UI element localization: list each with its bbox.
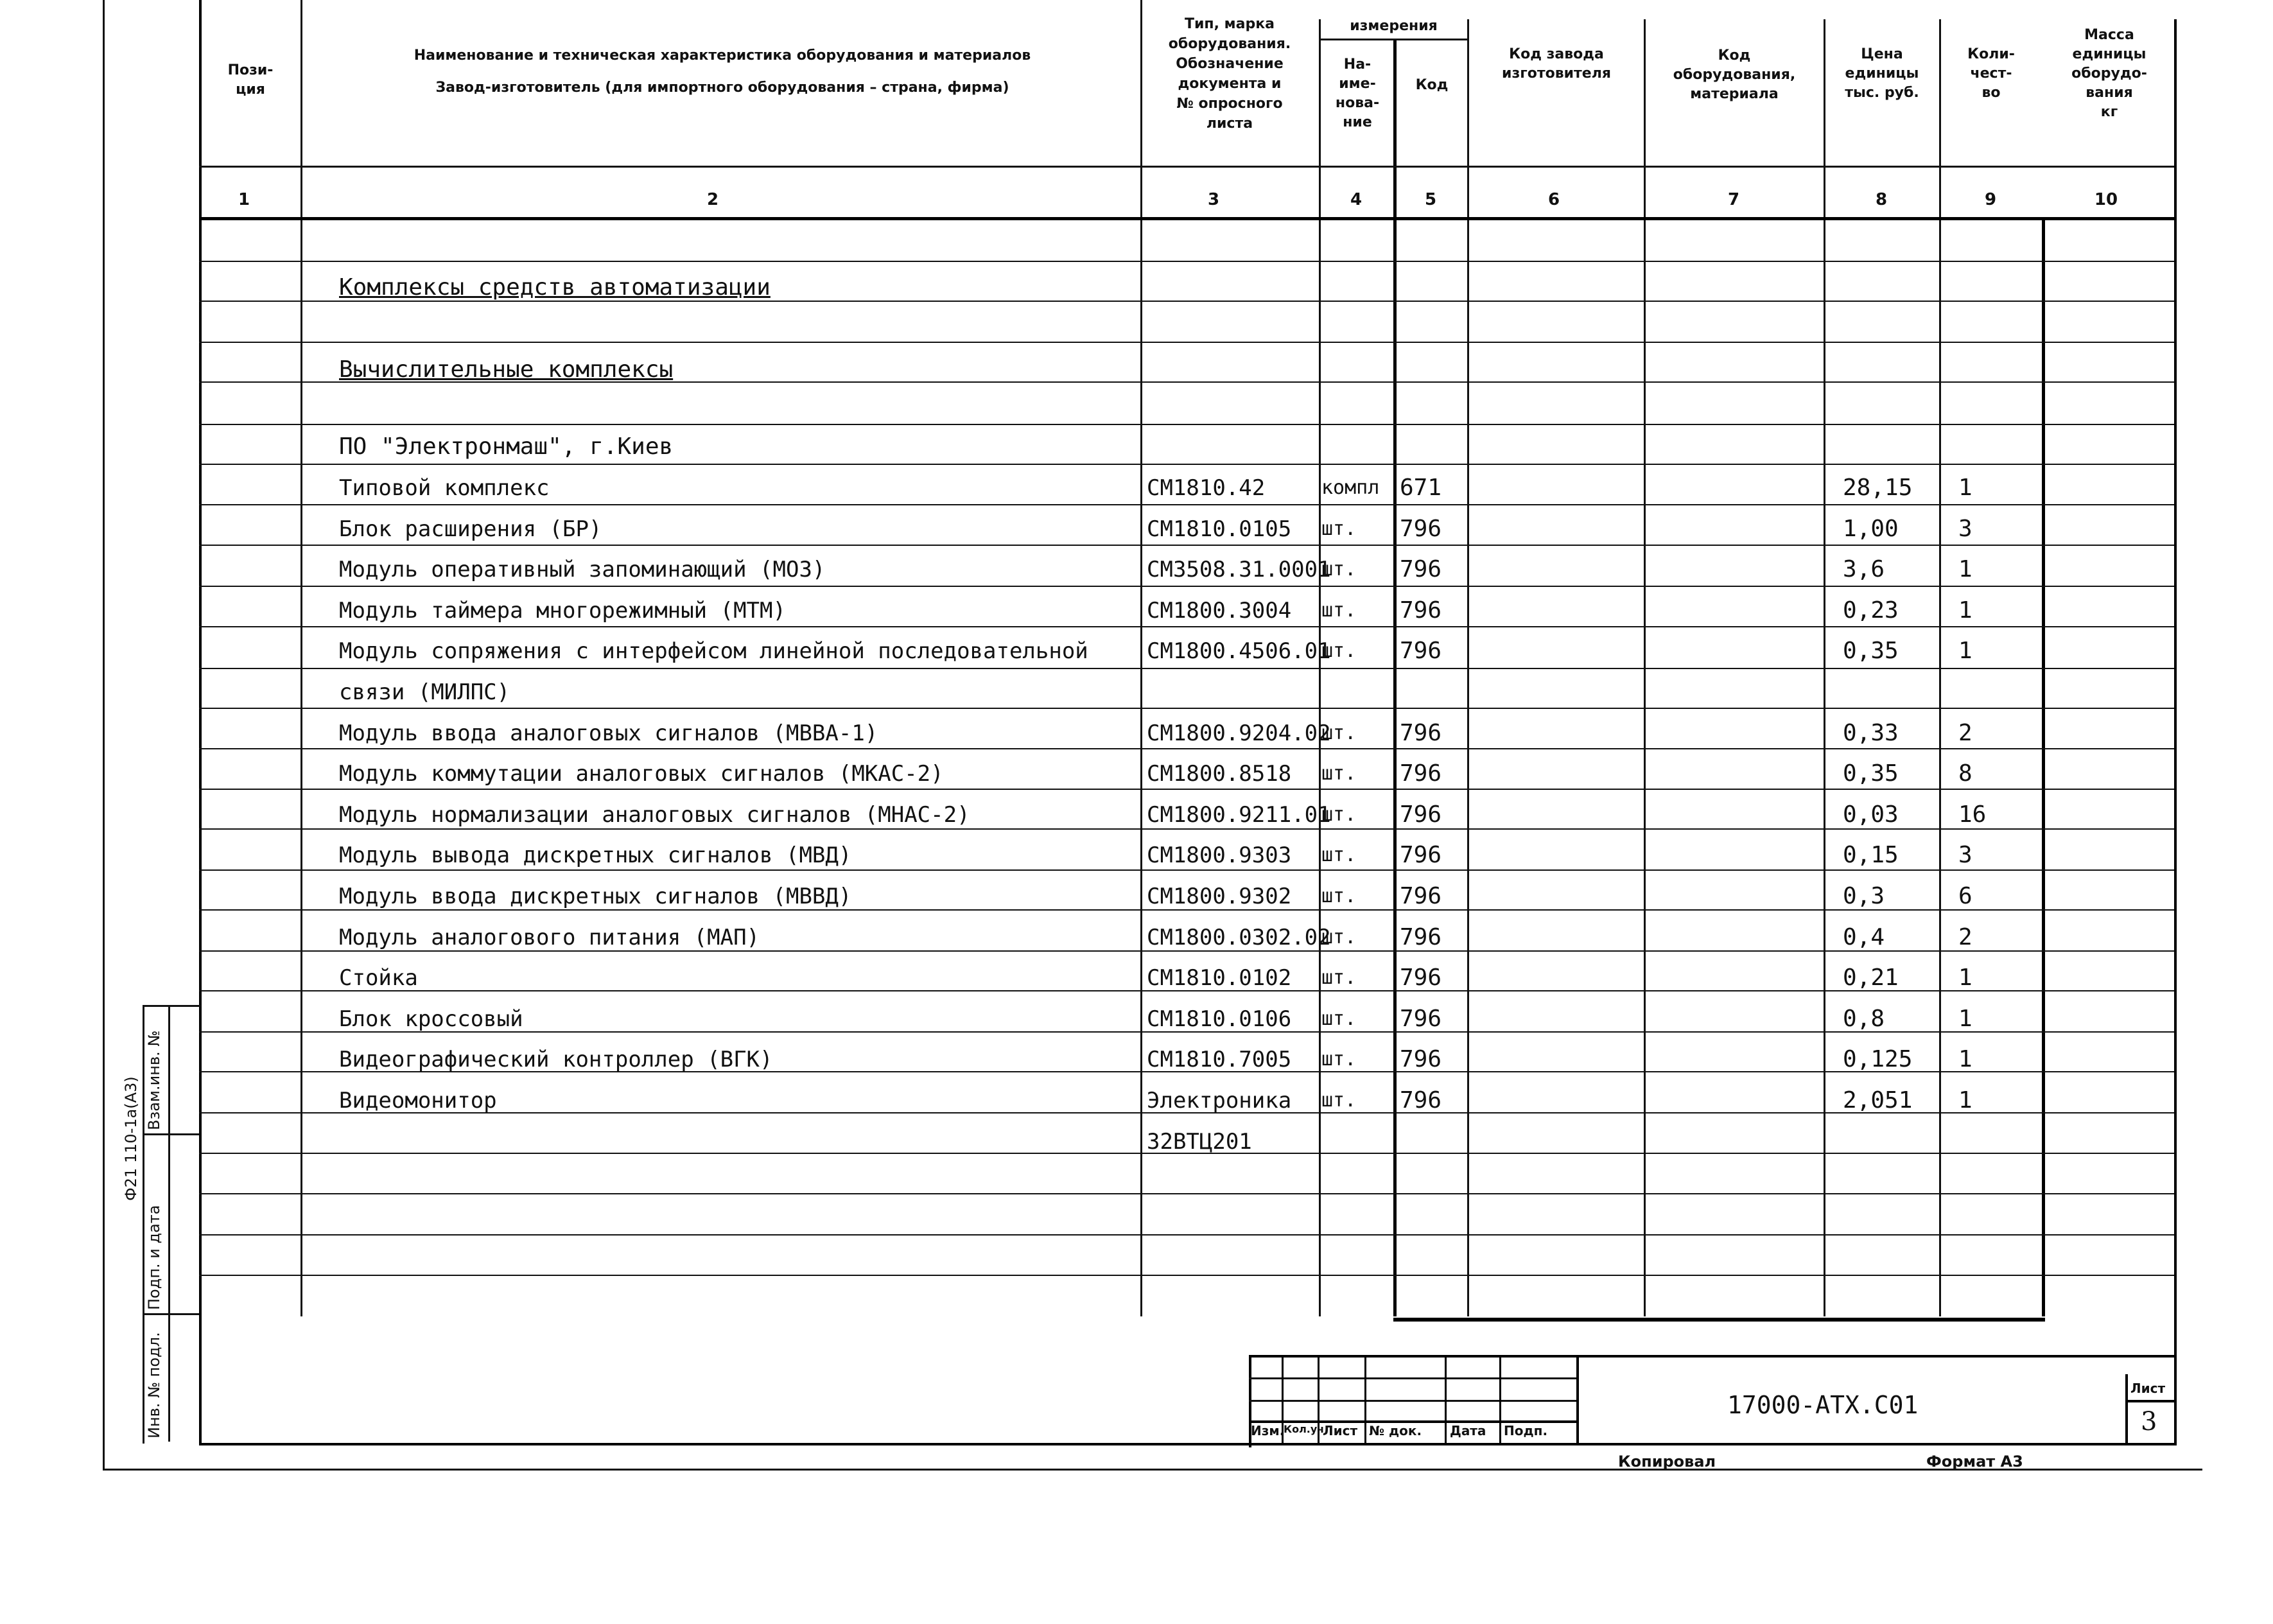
row-type: СМ1810.0105 [1147, 516, 1292, 542]
row-unit: шт. [1321, 885, 1357, 907]
row-qty: 1 [1958, 965, 1973, 991]
row-qty: 16 [1958, 801, 1987, 828]
row-separator [199, 1193, 2174, 1194]
row-name: Модуль сопряжения с интерфейсом линейной последовательной [339, 638, 1088, 664]
row-unit-code: 796 [1400, 883, 1442, 909]
row-separator [199, 1275, 2174, 1276]
row-type: СМ1810.7005 [1147, 1047, 1292, 1072]
stamp-vline [1364, 1355, 1366, 1445]
row-price: 0,8 [1843, 1006, 1885, 1032]
row-separator [199, 301, 2174, 302]
row-price: 2,051 [1843, 1087, 1913, 1113]
stamp-label: Подп. [1504, 1423, 1548, 1438]
row-type: 32ВТЦ201 [1147, 1129, 1252, 1155]
row-qty: 1 [1958, 638, 1973, 664]
stamp-sheet-label: Лист [2130, 1381, 2166, 1396]
column-number: 1 [238, 190, 250, 209]
stamp-label: № док. [1369, 1423, 1422, 1438]
row-unit: шт. [1321, 640, 1357, 662]
row-price: 0,03 [1843, 801, 1899, 828]
column-number: 4 [1350, 190, 1363, 209]
row-qty: 1 [1958, 1046, 1973, 1072]
row-price: 0,125 [1843, 1046, 1913, 1072]
row-price: 0,15 [1843, 842, 1899, 868]
row-separator [199, 748, 2174, 749]
row-name: Видеомонитор [339, 1088, 497, 1113]
row-unit-code: 796 [1400, 720, 1442, 746]
row-unit-code: 796 [1400, 965, 1442, 991]
row-name: Модуль коммутации аналоговых сигналов (МКАС-2) [339, 761, 944, 787]
left-border-line [103, 0, 105, 1471]
row-unit-code: 796 [1400, 842, 1442, 868]
row-name: Типовой комплекс [339, 475, 550, 501]
row-type: СМ1800.9302 [1147, 884, 1292, 909]
row-qty: 1 [1958, 1006, 1973, 1032]
stamp-sheet-number: 3 [2141, 1407, 2157, 1436]
row-unit-code: 796 [1400, 638, 1442, 664]
row-separator [199, 789, 2174, 790]
header-factory-code: Код завода изготовителя [1502, 46, 1611, 82]
row-type: СМ1800.9303 [1147, 843, 1292, 868]
header-unit-code: Код [1415, 77, 1449, 93]
row-name: Модуль вывода дискретных сигналов (МВД) [339, 843, 852, 868]
header-bottom-line [199, 166, 2174, 168]
row-separator [199, 909, 2174, 911]
row-price: 0,33 [1843, 720, 1899, 746]
row-type: СМ1800.0302.02 [1147, 925, 1331, 950]
row-unit: шт. [1321, 762, 1357, 785]
row-unit: компл [1321, 476, 1380, 499]
column-number: 9 [1984, 190, 1997, 209]
row-qty: 3 [1958, 516, 1973, 542]
side-label-inv: Инв. № подл. [145, 1332, 163, 1438]
row-price: 0,3 [1843, 883, 1885, 909]
header-group-line [1319, 39, 1467, 40]
row-unit-code: 796 [1400, 801, 1442, 828]
row-unit-code: 796 [1400, 1046, 1442, 1072]
row-price: 0,35 [1843, 638, 1899, 664]
row-type: СМ1800.8518 [1147, 761, 1292, 787]
row-separator [199, 342, 2174, 343]
row-qty: 3 [1958, 842, 1973, 868]
stamp-label: Изм. [1251, 1423, 1285, 1438]
header-type: Тип, марка оборудования. Обозначение документа и № опросного листа [1168, 16, 1291, 132]
stamp-hline [1249, 1400, 1576, 1402]
row-separator [199, 626, 2174, 627]
side-label-sign: Подп. и дата [145, 1205, 163, 1310]
row-name: Стойка [339, 965, 418, 991]
section-title-computing: Вычислительные комплексы [339, 356, 674, 383]
row-separator [199, 586, 2174, 587]
row-name: Блок кроссовый [339, 1006, 523, 1032]
row-name: Модуль таймера многорежимный (МТМ) [339, 598, 786, 624]
column-number: 6 [1547, 190, 1560, 209]
row-separator [199, 950, 2174, 952]
row-separator [199, 504, 2174, 505]
row-price: 0,35 [1843, 760, 1899, 787]
row-name: Модуль ввода аналоговых сигналов (МВВА-1) [339, 720, 878, 746]
row-unit: шт. [1321, 1089, 1357, 1112]
row-type: СМ1810.0106 [1147, 1006, 1292, 1032]
row-unit: шт. [1321, 1008, 1357, 1030]
column-number: 2 [706, 190, 719, 209]
column-number: 8 [1875, 190, 1888, 209]
row-price: 0,21 [1843, 965, 1899, 991]
row-unit-code: 796 [1400, 597, 1442, 624]
row-unit-code: 796 [1400, 1006, 1442, 1032]
table-bottom-line [1393, 1318, 2045, 1322]
stamp-vline [1499, 1355, 1501, 1445]
row-type: Электроника [1147, 1088, 1292, 1113]
stamp-label: Дата [1450, 1423, 1486, 1438]
row-unit: шт. [1321, 926, 1357, 948]
table-col-line [1140, 0, 1142, 1316]
header-name-line2: Завод-изготовитель (для импортного оборудования – страна, фирма) [435, 80, 1009, 96]
side-label-replace: Взам.инв. № [145, 1030, 163, 1130]
header-equipment-code: Код оборудования, материала [1673, 48, 1796, 102]
row-unit: шт. [1321, 1048, 1357, 1070]
row-price: 0,4 [1843, 924, 1885, 950]
row-type: СМ1810.42 [1147, 475, 1266, 501]
table-col-line [1393, 39, 1397, 1316]
row-name: Видеографический контроллер (ВГК) [339, 1047, 773, 1072]
row-qty: 1 [1958, 597, 1973, 624]
stamp-sheet-line [2125, 1400, 2174, 1402]
row-unit: шт. [1321, 803, 1357, 826]
row-unit: шт. [1321, 599, 1357, 622]
row-qty: 6 [1958, 883, 1973, 909]
row-name: Модуль аналогового питания (МАП) [339, 925, 760, 950]
row-unit: шт. [1321, 558, 1357, 581]
format-label: Формат А3 [1926, 1453, 2023, 1471]
row-type: СМ1800.3004 [1147, 598, 1292, 624]
stamp-vline [1445, 1355, 1447, 1445]
row-separator [199, 869, 2174, 871]
side-strip-cross-2 [143, 1313, 199, 1315]
header-qty: Коли- чест- во [1967, 46, 2015, 101]
section-title-automation: Комплексы средств автоматизации [339, 274, 771, 301]
row-qty: 2 [1958, 720, 1973, 746]
side-strip-cross-1 [143, 1133, 199, 1135]
row-price: 28,15 [1843, 475, 1913, 501]
right-border [2174, 19, 2177, 1445]
row-qty: 2 [1958, 924, 1973, 950]
stamp-doc-code: 17000-АТХ.С01 [1727, 1391, 1919, 1419]
row-unit-code: 796 [1400, 924, 1442, 950]
row-type: СМ3508.31.0001 [1147, 557, 1331, 582]
vendor-title: ПО "Электронмаш", г.Киев [339, 433, 674, 460]
row-price: 0,23 [1843, 597, 1899, 624]
row-name: связи (МИЛПС) [339, 679, 510, 705]
header-unit-group: измерения [1350, 18, 1438, 34]
row-price: 1,00 [1843, 516, 1899, 542]
column-number: 3 [1207, 190, 1220, 209]
row-type: СМ1810.0102 [1147, 965, 1292, 991]
row-unit-code: 796 [1400, 1087, 1442, 1113]
row-separator [199, 424, 2174, 425]
header-price: Цена единицы тыс. руб. [1845, 46, 1919, 101]
column-number: 10 [2094, 190, 2118, 209]
row-qty: 8 [1958, 760, 1973, 787]
row-type: СМ1800.4506.01 [1147, 638, 1331, 664]
row-qty: 1 [1958, 556, 1973, 582]
header-unit-name: На- име- нова- ние [1335, 57, 1380, 130]
bottom-border-line [103, 1469, 2202, 1471]
row-separator [199, 1234, 2174, 1235]
side-strip-divider [168, 1005, 170, 1442]
header-name-line1: Наименование и техническая характеристика оборудования и материалов [414, 48, 1031, 64]
column-number: 5 [1424, 190, 1437, 209]
row-unit: шт. [1321, 966, 1357, 989]
row-unit-code: 671 [1400, 475, 1442, 501]
row-separator [199, 261, 2174, 262]
row-name: Блок расширения (БР) [339, 516, 602, 542]
copied-label: Копировал [1618, 1453, 1716, 1471]
row-price: 3,6 [1843, 556, 1885, 582]
row-unit: шт. [1321, 844, 1357, 866]
table-col-line [2042, 218, 2045, 1316]
colnum-bottom-line [199, 217, 2174, 220]
row-separator [199, 828, 2174, 830]
row-separator [199, 464, 2174, 465]
row-unit: шт. [1321, 518, 1357, 540]
row-unit: шт. [1321, 722, 1357, 744]
column-number: 7 [1727, 190, 1740, 209]
row-name: Модуль нормализации аналоговых сигналов (МНАС-2) [339, 802, 970, 828]
row-separator [199, 545, 2174, 546]
header-mass: Масса единицы оборудо- вания кг [2071, 27, 2147, 120]
stamp-label: Лист [1323, 1423, 1358, 1438]
row-name: Модуль оперативный запоминающий (МОЗ) [339, 557, 826, 582]
row-unit-code: 796 [1400, 516, 1442, 542]
side-form-code: Ф21 110-1а(А3) [122, 1076, 140, 1201]
row-separator [199, 708, 2174, 709]
stamp-hline [1249, 1377, 1576, 1379]
table-col-line [300, 0, 302, 1316]
row-qty: 1 [1958, 1087, 1973, 1113]
row-qty: 1 [1958, 475, 1973, 501]
row-name: Модуль ввода дискретных сигналов (МВВД) [339, 884, 852, 909]
header-position: Пози- ция [227, 62, 274, 98]
stamp-label: Кол.уч [1284, 1423, 1325, 1435]
row-unit-code: 796 [1400, 760, 1442, 787]
row-separator [199, 668, 2174, 669]
row-type: СМ1800.9211.01 [1147, 802, 1331, 828]
row-unit-code: 796 [1400, 556, 1442, 582]
row-type: СМ1800.9204.02 [1147, 720, 1331, 746]
